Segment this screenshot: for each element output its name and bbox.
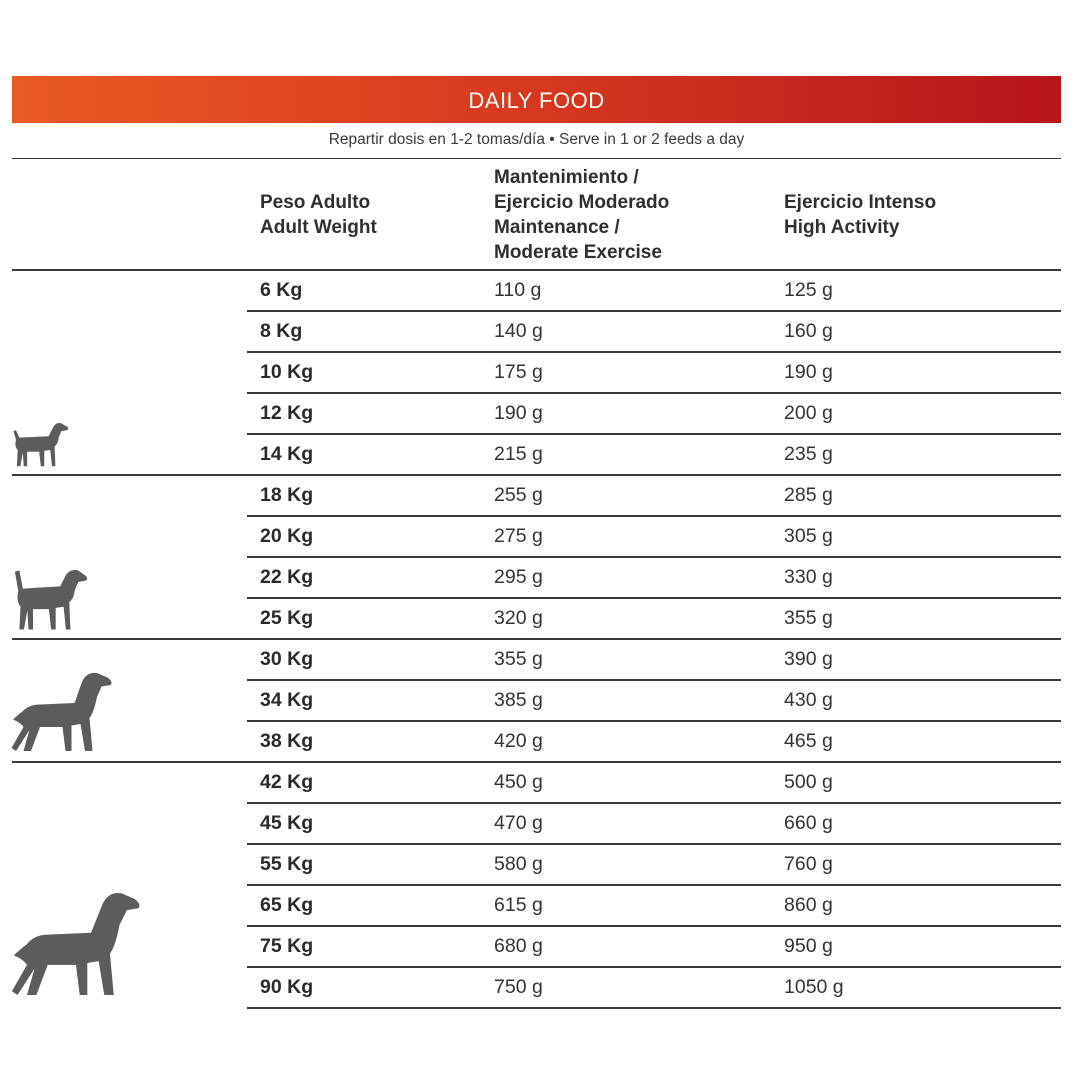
high-activity-cell: 500 g [784,771,833,793]
high-activity-cell: 465 g [784,730,833,752]
maintenance-cell: 385 g [494,689,543,711]
weight-cell: 42 Kg [260,771,314,793]
high-activity-cell: 390 g [784,648,833,670]
high-activity-cell: 760 g [784,853,833,875]
weight-cell: 6 Kg [260,279,303,301]
weight-cell: 8 Kg [260,320,303,342]
weight-cell: 20 Kg [260,525,314,547]
header-weight-es: Peso Adulto [260,192,371,213]
row-divider [247,843,1061,845]
weight-cell: 18 Kg [260,484,314,506]
maintenance-cell: 110 g [494,279,542,301]
high-activity-cell: 950 g [784,935,833,957]
row-divider [247,351,1061,353]
weight-cell: 25 Kg [260,607,314,629]
maintenance-cell: 680 g [494,935,543,957]
header-weight-en: Adult Weight [260,217,377,238]
maintenance-cell: 140 g [494,320,543,342]
high-activity-cell: 860 g [784,894,833,916]
high-activity-cell: 160 g [784,320,833,342]
page-title: DAILY FOOD [468,88,605,113]
maintenance-cell: 615 g [494,894,543,916]
high-activity-cell: 125 g [784,279,833,301]
weight-cell: 12 Kg [260,402,314,424]
small-dog-icon [10,418,70,470]
header-maintenance-line4: Moderate Exercise [494,242,662,263]
header-high-activity [784,190,936,240]
high-activity-cell: 660 g [784,812,833,834]
header-maintenance-line2: Ejercicio Moderado [494,192,670,213]
header-high-en: High Activity [784,217,900,238]
weight-cell: 22 Kg [260,566,314,588]
maintenance-cell: 190 g [494,402,543,424]
row-divider [247,925,1061,927]
weight-cell: 45 Kg [260,812,314,834]
header-maintenance-line3: Maintenance / [494,217,620,238]
page-subtitle: Repartir dosis en 1-2 tomas/día • Serve in 1 or 2 feeds a day [328,131,745,148]
medium-dog-icon [10,566,90,634]
maintenance-cell: 470 g [494,812,543,834]
row-divider [247,884,1061,886]
weight-cell: 75 Kg [260,935,314,957]
maintenance-cell: 175 g [494,361,543,383]
high-activity-cell: 430 g [784,689,833,711]
high-activity-cell: 355 g [784,607,833,629]
weight-cell: 38 Kg [260,730,314,752]
row-divider [247,966,1061,968]
row-divider [247,597,1061,599]
high-activity-cell: 190 g [784,361,833,383]
weight-cell: 65 Kg [260,894,314,916]
row-divider [247,720,1061,722]
maintenance-cell: 295 g [494,566,543,588]
maintenance-cell: 215 g [494,443,543,465]
weight-cell: 14 Kg [260,443,314,465]
header-maintenance-line1: Mantenimiento / [494,167,639,188]
row-divider [247,679,1061,681]
row-divider [247,556,1061,558]
maintenance-cell: 450 g [494,771,543,793]
row-divider [247,310,1061,312]
row-divider [247,1007,1061,1009]
high-activity-cell: 1050 g [784,976,844,998]
header-top-rule [12,158,1061,159]
row-divider [247,392,1061,394]
maintenance-cell: 355 g [494,648,543,670]
weight-cell: 30 Kg [260,648,314,670]
high-activity-cell: 330 g [784,566,833,588]
weight-cell: 55 Kg [260,853,314,875]
header-high-es: Ejercicio Intenso [784,192,937,213]
maintenance-cell: 750 g [494,976,543,998]
high-activity-cell: 200 g [784,402,833,424]
giant-dog-icon [10,888,142,1004]
high-activity-cell: 285 g [784,484,833,506]
large-dog-icon [10,666,115,758]
weight-cell: 10 Kg [260,361,314,383]
maintenance-cell: 320 g [494,607,543,629]
weight-cell: 34 Kg [260,689,314,711]
header-maintenance [494,165,669,265]
header-weight [260,190,377,240]
row-divider [247,802,1061,804]
maintenance-cell: 255 g [494,484,543,506]
maintenance-cell: 420 g [494,730,543,752]
maintenance-cell: 275 g [494,525,543,547]
title-banner [12,76,1061,123]
high-activity-cell: 235 g [784,443,833,465]
row-divider [247,515,1061,517]
high-activity-cell: 305 g [784,525,833,547]
weight-cell: 90 Kg [260,976,314,998]
row-divider [247,433,1061,435]
maintenance-cell: 580 g [494,853,543,875]
